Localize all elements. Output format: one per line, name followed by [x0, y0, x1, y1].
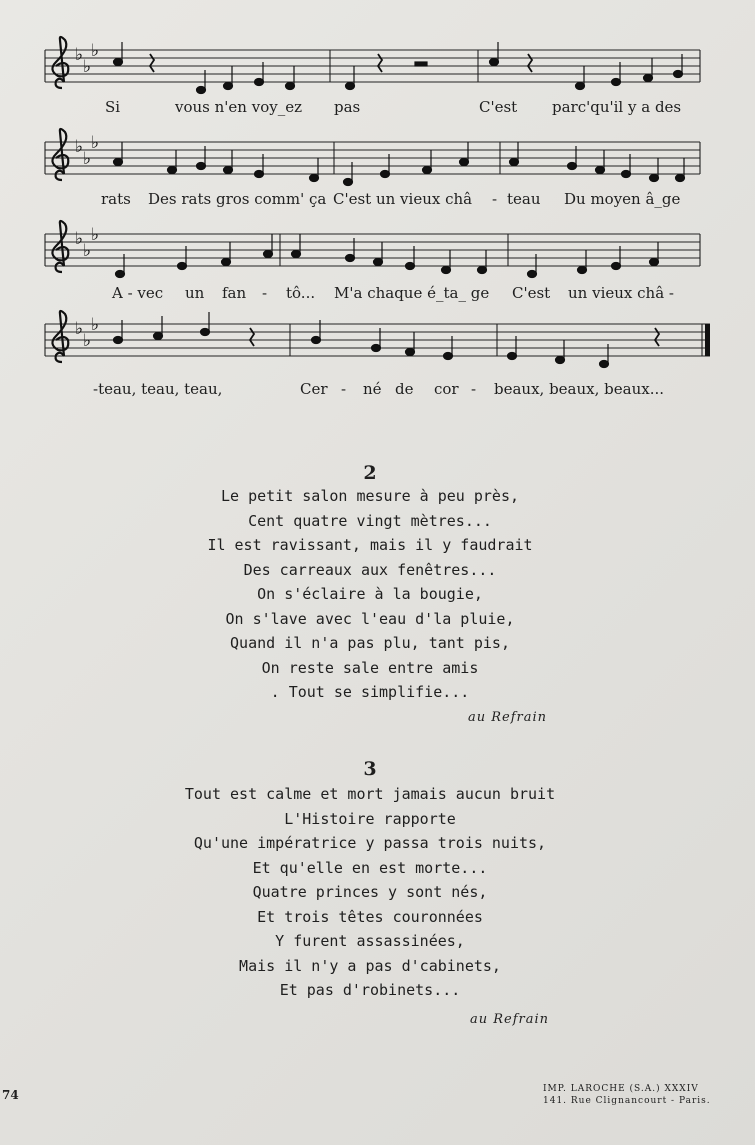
lyric: parc'qu'il y a des: [552, 98, 682, 116]
verse-line: On s'éclaire à la bougie,: [257, 585, 483, 603]
treble-clef-icon: [52, 221, 68, 272]
lyric: né: [363, 380, 382, 398]
lyrics-system-1: [0, 98, 755, 118]
lyric: fan: [222, 284, 247, 302]
svg-text:♭: ♭: [83, 57, 92, 77]
verse-line: Y furent assassinées,: [275, 932, 465, 950]
printer-imprint: [543, 1083, 711, 1107]
svg-text:♭: ♭: [75, 45, 84, 65]
svg-text:♭: ♭: [83, 241, 92, 261]
imprint-line: 141. Rue Clignancourt - Paris.: [543, 1096, 711, 1106]
lyric: A - vec: [112, 284, 164, 302]
music-staff-2: [0, 130, 755, 190]
final-barline-icon: [705, 324, 710, 356]
lyric: de: [395, 380, 414, 398]
verse-line: . Tout se simplifie...: [270, 683, 470, 701]
lyric: vous n'en voy_ez: [175, 98, 302, 116]
verse-line: L'Histoire rapporte: [284, 809, 456, 828]
lyric: beaux, beaux, beaux...: [494, 380, 665, 398]
lyric: cor: [434, 380, 459, 398]
verse-line: Et pas d'robinets...: [279, 981, 461, 999]
lyrics-system-2: [0, 190, 755, 210]
svg-text:♭: ♭: [91, 315, 100, 335]
treble-clef-icon: [52, 37, 68, 88]
svg-text:♭: ♭: [75, 319, 84, 339]
svg-text:♭: ♭: [83, 149, 92, 169]
lyric: C'est un vieux châ: [333, 190, 473, 208]
verse-line: Il est ravissant, mais il y faudrait: [207, 536, 533, 554]
lyric: un vieux châ -: [568, 284, 674, 302]
key-signature-icon: [75, 315, 99, 351]
lyric: pas: [334, 98, 361, 116]
svg-text:♭: ♭: [75, 137, 84, 157]
lyric: tô...: [286, 284, 316, 302]
lyric: teau: [507, 190, 541, 208]
verse-line: Qu'une impératrice y passa trois nuits,: [193, 834, 547, 852]
music-staff-3: [0, 222, 755, 282]
verse-line: Tout est calme et mort jamais aucun bruit: [184, 785, 556, 803]
lyric: rats: [101, 190, 131, 208]
svg-text:♭: ♭: [91, 225, 100, 245]
verse-2-text: [0, 484, 740, 705]
lyric: C'est: [512, 284, 551, 302]
svg-text:♭: ♭: [75, 229, 84, 249]
lyric: un: [185, 284, 205, 302]
svg-text:♭: ♭: [83, 331, 92, 351]
refrain-marker-3: au Refrain: [470, 1012, 550, 1027]
lyric: M'a chaque é_ta_ ge: [334, 284, 490, 302]
lyric: Cer: [300, 380, 328, 398]
key-signature-icon: [75, 41, 99, 77]
verse-line: Cent quatre vingt mètres...: [248, 511, 492, 530]
page-number: 74: [2, 1088, 19, 1102]
key-signature-icon: [75, 225, 99, 261]
verse-2-number: 2: [363, 462, 377, 484]
key-signature-icon: [75, 133, 99, 169]
treble-clef-icon: [52, 129, 68, 180]
refrain-marker-2: au Refrain: [468, 710, 548, 725]
verse-line: Et trois têtes couronnées: [257, 907, 483, 926]
lyric: Des rats gros comm' ça: [148, 190, 327, 208]
lyric: C'est: [479, 98, 518, 116]
verse-line: Le petit salon mesure à peu près,: [220, 487, 519, 505]
verse-line: Et qu'elle en est morte...: [252, 858, 488, 877]
verse-line: On reste sale entre amis: [261, 658, 479, 677]
lyric: -: [471, 380, 477, 398]
verse-line: Mais il n'y a pas d'cabinets,: [239, 956, 501, 975]
music-staff-1: [0, 38, 755, 98]
lyric: -: [492, 190, 498, 208]
music-staff-4: [0, 312, 755, 372]
lyric: -teau, teau, teau,: [93, 380, 223, 398]
treble-clef-icon: [52, 311, 68, 362]
verse-line: Des carreaux aux fenêtres...: [243, 560, 497, 579]
verse-line: On s'lave avec l'eau d'la pluie,: [225, 609, 515, 628]
lyric: -: [341, 380, 347, 398]
verse-3-text: [0, 782, 740, 1003]
svg-text:♭: ♭: [91, 41, 100, 61]
verse-line: Quand il n'a pas plu, tant pis,: [230, 634, 510, 652]
lyric: -: [262, 284, 268, 302]
lyrics-system-4: [0, 380, 755, 400]
imprint-line: IMP. LAROCHE (S.A.) XXXIV: [543, 1084, 699, 1094]
verse-3-number: 3: [363, 758, 377, 780]
lyric: Du moyen â_ge: [564, 190, 681, 208]
svg-text:♭: ♭: [91, 133, 100, 153]
lyrics-system-3: [0, 284, 755, 304]
verse-line: Quatre princes y sont nés,: [252, 883, 488, 901]
lyric: Si: [105, 98, 121, 116]
